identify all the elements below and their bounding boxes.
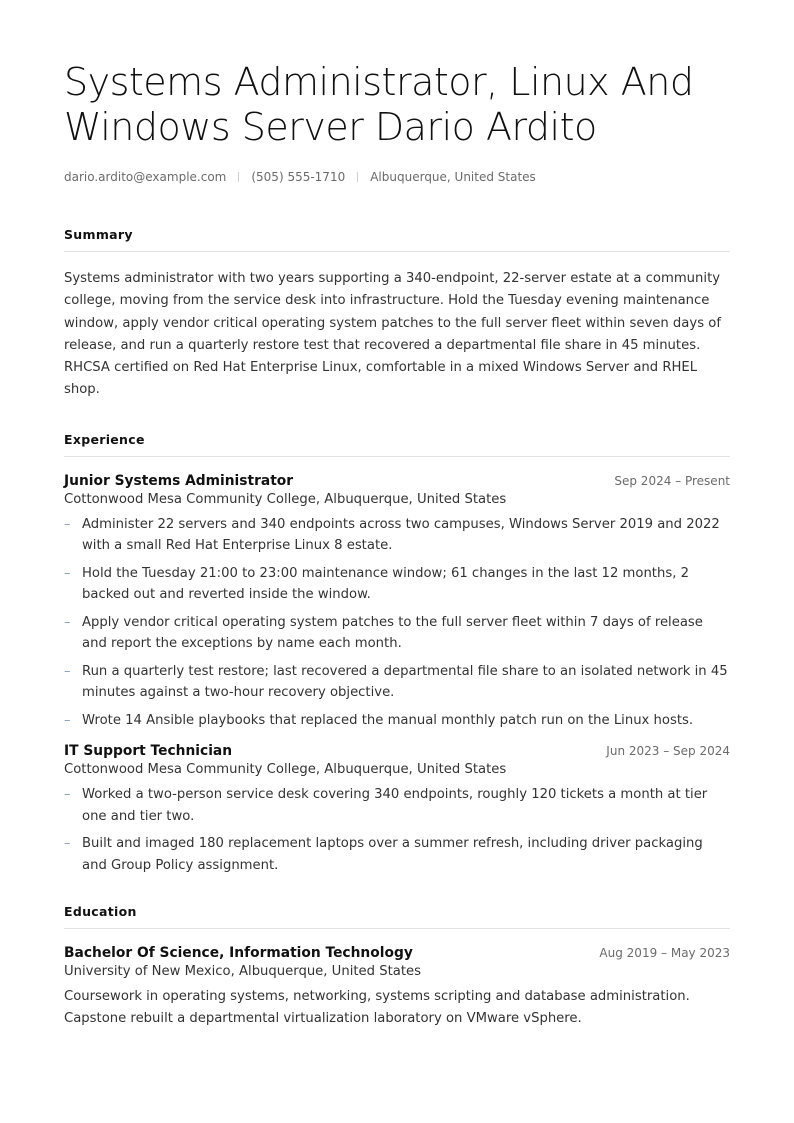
contact-divider <box>357 172 358 182</box>
dash-bullet-icon: – <box>64 516 71 532</box>
list-item <box>64 563 730 606</box>
job-organization: Cottonwood Mesa Community College, Albuquerque, United States <box>64 491 507 507</box>
list-item <box>64 661 730 704</box>
job-entry <box>64 473 730 732</box>
list-item <box>64 710 730 732</box>
education-dates: Aug 2019 – May 2023 <box>599 946 730 961</box>
resume-page <box>64 0 730 1029</box>
school-name: University of New Mexico, Albuquerque, United States <box>64 964 421 980</box>
experience-heading: Experience <box>64 432 730 457</box>
bullet-text: Hold the Tuesday 21:00 to 23:00 maintenance window; 61 changes in the last 12 months, 2 backed out and reverted inside the window. <box>82 565 689 603</box>
resume-name-title: Systems Administrator, Linux And Windows Server Dario Ardito <box>64 60 694 149</box>
contact-email[interactable]: dario.ardito@example.com <box>64 170 227 184</box>
job-header <box>64 743 730 759</box>
job-dates: Jun 2023 – Sep 2024 <box>606 744 730 759</box>
bullet-text: Worked a two-person service desk covering 340 endpoints, roughly 120 tickets a month at tier one and tier two. <box>82 787 708 824</box>
job-dates: Sep 2024 – Present <box>614 473 730 488</box>
contact-divider <box>238 172 239 182</box>
education-header <box>64 945 730 961</box>
dash-bullet-icon: – <box>64 565 71 581</box>
bullet-text: Run a quarterly test restore; last recovered a departmental file share to an isolated network in 45 minutes against a two-hour recovery objective. <box>82 663 728 701</box>
contact-location: Albuquerque, United States <box>370 170 536 184</box>
job-organization: Cottonwood Mesa Community College, Albuquerque, United States <box>64 762 507 778</box>
education-heading: Education <box>64 904 730 929</box>
bullet-text: Wrote 14 Ansible playbooks that replaced the manual monthly patch run on the Linux hosts. <box>82 712 694 728</box>
bullet-text: Apply vendor critical operating system patches to the full server fleet within 7 days of release and report the exceptions by name each month. <box>82 614 703 652</box>
bullet-text: Built and imaged 180 replacement laptops over a summer refresh, including driver packaging and Group Policy assignment. <box>82 836 703 873</box>
dash-bullet-icon: – <box>64 836 71 852</box>
education-description: Coursework in operating systems, networking, systems scripting and database administration. Capstone rebuilt a departmental virtualization laboratory on VMware vSphere. <box>64 989 690 1026</box>
job-bullets <box>64 514 730 732</box>
bullet-text: Administer 22 servers and 340 endpoints across two campuses, Windows Server 2019 and 2022 with a small Red Hat Enterprise Linux 8 estate. <box>82 516 720 554</box>
job-role: Junior Systems Administrator <box>64 472 294 489</box>
job-entry <box>64 743 730 876</box>
job-header <box>64 473 730 489</box>
list-item <box>64 612 730 655</box>
dash-bullet-icon: – <box>64 614 71 630</box>
list-item <box>64 784 730 827</box>
list-item <box>64 514 730 557</box>
experience-section <box>64 432 730 877</box>
summary-text: Systems administrator with two years supporting a 340-endpoint, 22-server estate at a community college, moving from the service desk into infrastructure. Hold the Tuesday evening maintenance window, apply vendor critical operating system patches to the full server fleet within seven days of release, and run a quarterly restore test that recovered a departmental file share in 45 minutes. RHCSA certified on Red Hat Enterprise Linux, comfortable in a mixed Windows Server and RHEL shop. <box>64 271 721 398</box>
job-role: IT Support Technician <box>64 743 233 760</box>
degree-title: Bachelor Of Science, Information Technology <box>64 945 413 962</box>
contact-phone[interactable]: (505) 555-1710 <box>251 170 346 184</box>
job-bullets <box>64 784 730 876</box>
education-entry <box>64 945 730 1029</box>
dash-bullet-icon: – <box>64 663 71 679</box>
education-section <box>64 904 730 1029</box>
list-item <box>64 833 730 876</box>
summary-heading: Summary <box>64 227 730 252</box>
contact-line <box>64 169 730 185</box>
dash-bullet-icon: – <box>64 787 71 803</box>
summary-section <box>64 227 730 402</box>
dash-bullet-icon: – <box>64 712 71 728</box>
